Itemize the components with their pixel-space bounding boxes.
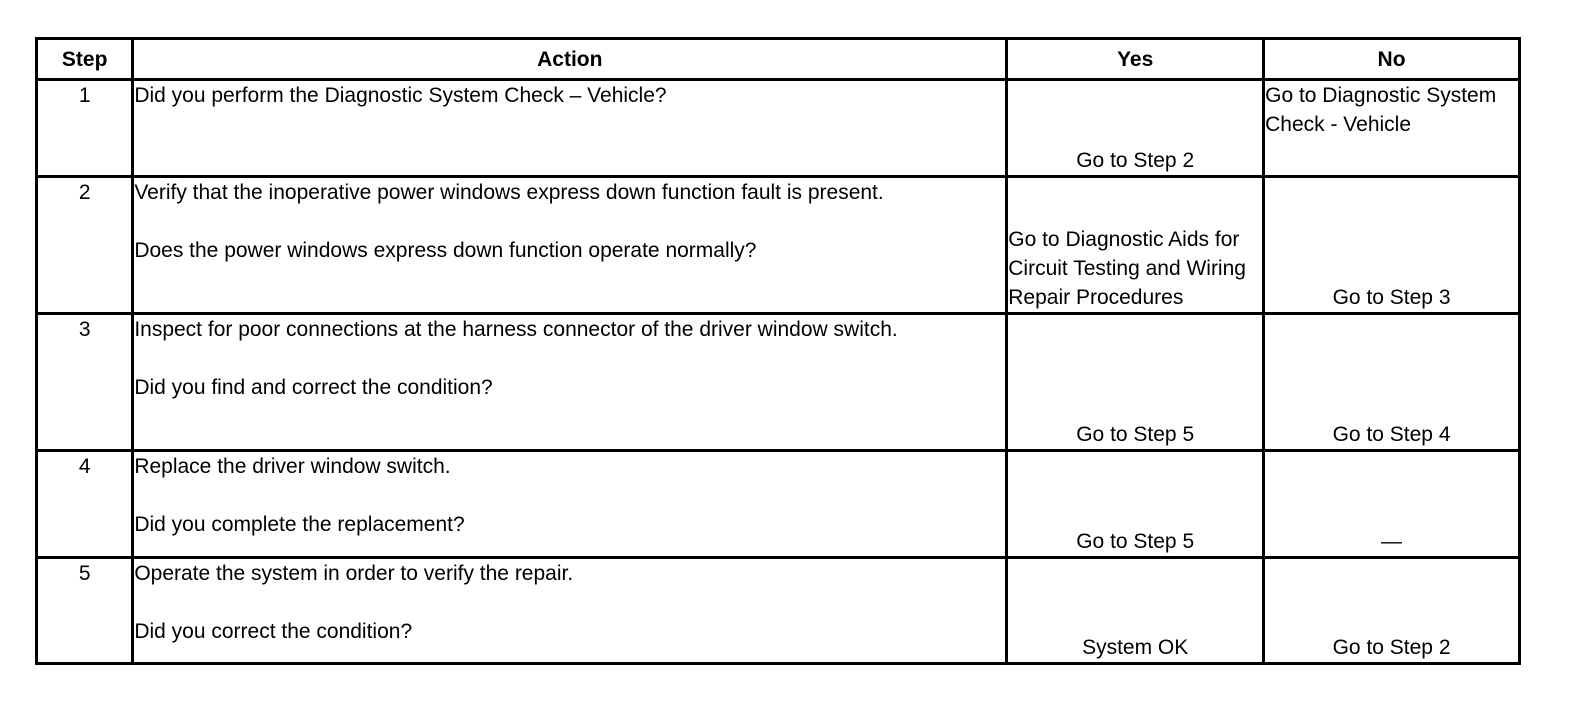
action-spacer [134,481,1005,510]
action-cell [133,451,1007,558]
header-step: Step [37,39,133,80]
action-cell [133,80,1007,177]
yes-answer: Go to Diagnostic Aids for Circuit Testing and Wiring Repair Procedures [1008,228,1246,309]
no-cell [1264,558,1520,664]
action-question: Does the power windows express down function operate normally? [134,239,757,262]
action-question: Did you complete the replacement? [134,513,465,536]
table-row [37,314,1520,451]
action-spacer [134,344,1005,373]
no-answer: Go to Step 4 [1332,423,1451,446]
yes-answer: Go to Step 5 [1076,423,1195,446]
action-spacer [134,207,1005,236]
header-no: No [1264,39,1520,80]
action-text: Verify that the inoperative power windows express down function fault is present. [134,181,884,204]
action-cell [133,558,1007,664]
yes-answer: Go to Step 2 [1076,149,1195,172]
yes-cell [1007,177,1264,314]
header-yes: Yes [1007,39,1264,80]
no-cell [1264,314,1520,451]
no-answer: Go to Step 2 [1332,636,1451,659]
action-cell [133,314,1007,451]
action-question: Did you correct the condition? [134,620,413,643]
action-spacer [134,588,1005,617]
action-text: Inspect for poor connections at the harness connector of the driver window switch. [134,318,898,341]
yes-answer: System OK [1082,636,1189,659]
yes-cell [1007,314,1264,451]
table-row [37,558,1520,664]
action-cell [133,177,1007,314]
no-cell [1264,451,1520,558]
diagnostic-table [35,37,1521,665]
action-question: Did you find and correct the condition? [134,376,493,399]
no-answer: Go to Step 3 [1332,286,1451,309]
table-row [37,80,1520,177]
action-text: Replace the driver window switch. [134,455,451,478]
action-text: Operate the system in order to verify the repair. [134,562,574,585]
no-cell [1264,80,1520,177]
no-answer: — [1381,530,1403,553]
yes-cell [1007,451,1264,558]
header-action: Action [133,39,1007,80]
table-header-row [37,39,1520,80]
no-answer: Go to Diagnostic System Check - Vehicle [1265,84,1497,136]
step-number: 3 [37,314,133,451]
action-text: Did you perform the Diagnostic System Check – Vehicle? [134,84,667,107]
yes-cell [1007,558,1264,664]
step-number: 2 [37,177,133,314]
step-number: 4 [37,451,133,558]
yes-cell [1007,80,1264,177]
step-number: 5 [37,558,133,664]
yes-answer: Go to Step 5 [1076,530,1195,553]
table-row [37,451,1520,558]
table-row [37,177,1520,314]
no-cell [1264,177,1520,314]
step-number: 1 [37,80,133,177]
